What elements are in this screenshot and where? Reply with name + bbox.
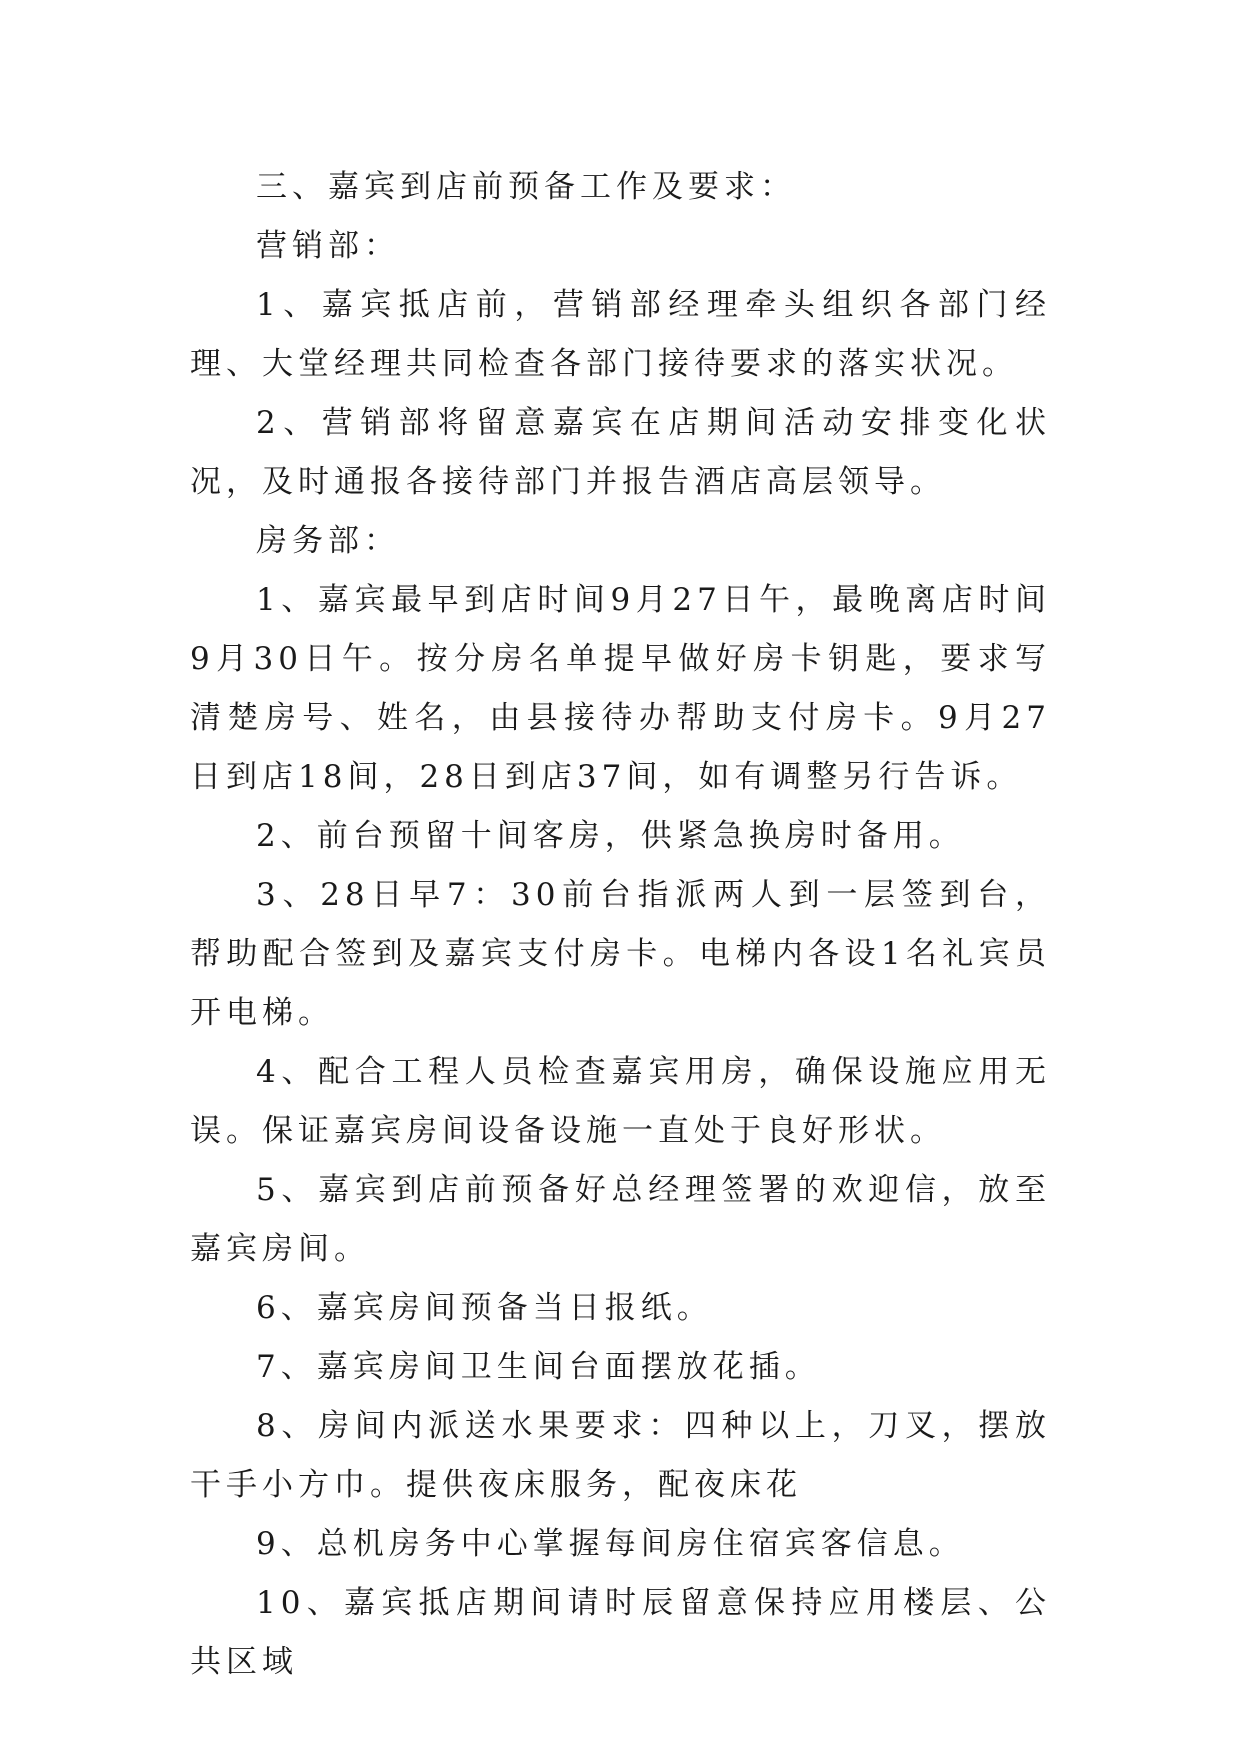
paragraph-item: 7、嘉宾房间卫生间台面摆放花插。 (256, 1349, 821, 1385)
paragraph-item: 9、总机房务中心掌握每间房住宿宾客信息。 (256, 1526, 965, 1562)
paragraph-item: 1、嘉宾最早到店时间9月27日午，最晚离店时间9月30日午。按分房名单提早做好房卡钥匙，要求写清楚房号、姓名，由县接待办帮助支付房卡。9月27日到店18间，28日到店37间，如有调整另行告诉。 (190, 582, 1051, 795)
paragraph-item: 4、配合工程人员检查嘉宾用房，确保设施应用无误。保证嘉宾房间设备设施一直处于良好形状。 (190, 1054, 1051, 1149)
paragraph-item: 3、28日早7：30前台指派两人到一层签到台，帮助配合签到及嘉宾支付房卡。电梯内各设1名礼宾员开电梯。 (190, 877, 1051, 1031)
subsection-heading-housekeeping: 房务部： (256, 523, 400, 559)
paragraph-item: 8、房间内派送水果要求：四种以上，刀叉，摆放干手小方巾。提供夜床服务，配夜床花 (190, 1408, 1051, 1503)
document-body (190, 158, 1051, 1692)
paragraph-item: 2、营销部将留意嘉宾在店期间活动安排变化状况，及时通报各接待部门并报告酒店高层领导。 (190, 405, 1051, 500)
paragraph-item: 10、嘉宾抵店期间请时辰留意保持应用楼层、公共区域 (190, 1585, 1051, 1680)
paragraph-item: 1、嘉宾抵店前，营销部经理牵头组织各部门经理、大堂经理共同检查各部门接待要求的落实状况。 (190, 287, 1051, 382)
section-heading: 三、嘉宾到店前预备工作及要求： (256, 169, 796, 205)
paragraph-item: 2、前台预留十间客房，供紧急换房时备用。 (256, 818, 965, 854)
subsection-heading-marketing: 营销部： (256, 228, 400, 264)
paragraph-item: 6、嘉宾房间预备当日报纸。 (256, 1290, 713, 1326)
paragraph-item: 5、嘉宾到店前预备好总经理签署的欢迎信，放至嘉宾房间。 (190, 1172, 1051, 1267)
